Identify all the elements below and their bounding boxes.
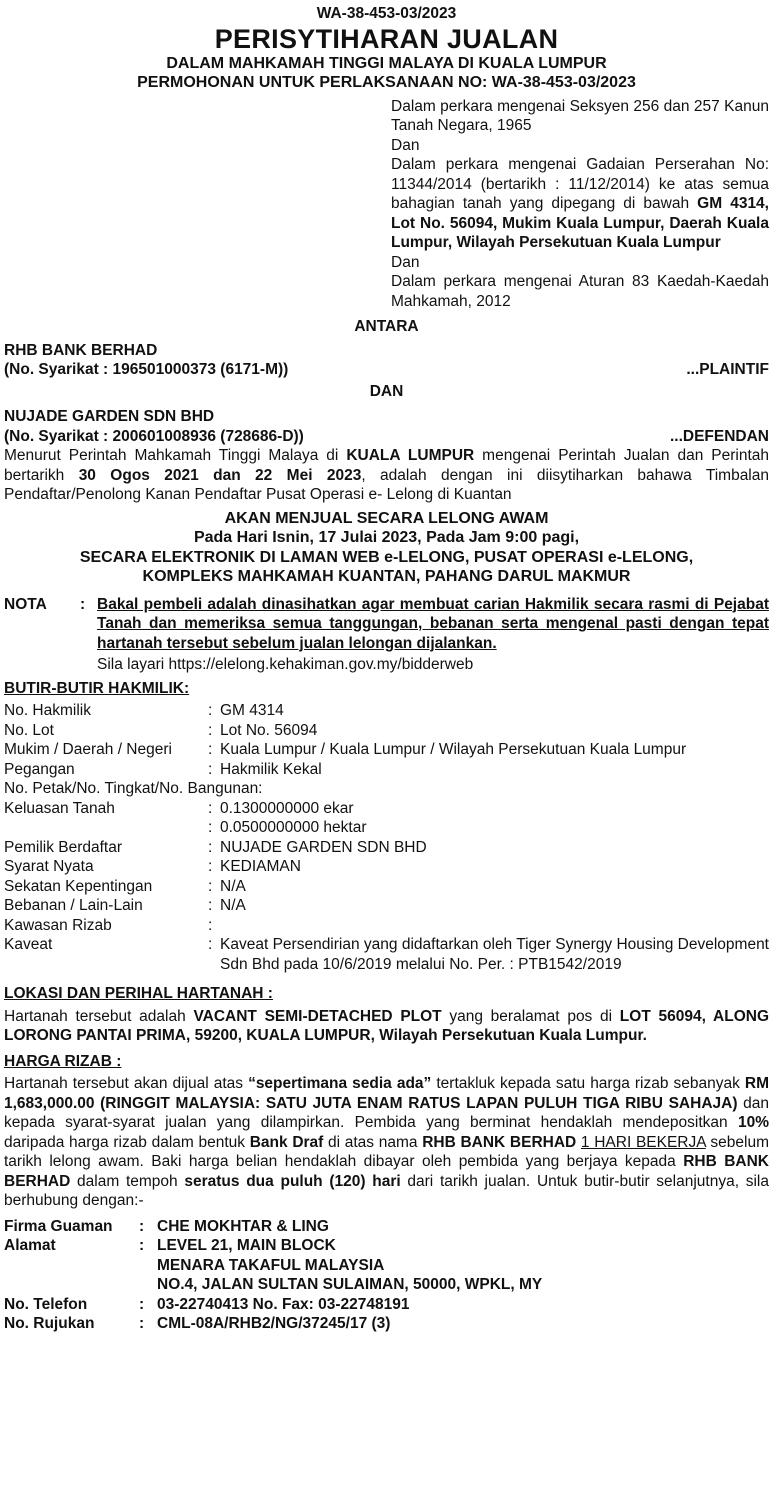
hakmilik-row-colon: : — [208, 936, 213, 953]
harga-as-is: “sepertimana sedia ada” — [248, 1075, 432, 1092]
order-court: KUALA LUMPUR — [346, 447, 475, 464]
hakmilik-row — [4, 877, 769, 897]
hakmilik-row-colon: : — [208, 702, 213, 719]
matter-gadaian — [391, 155, 769, 253]
hakmilik-row-value: 0.0500000000 hektar — [220, 819, 367, 836]
plaintiff-row — [4, 360, 769, 380]
harga-paragraph — [4, 1074, 769, 1211]
defendant-role: ...DEFENDAN — [669, 427, 769, 445]
hakmilik-row-colon: : — [208, 741, 213, 758]
court-line-2: PERMOHONAN UNTUK PERLAKSANAAN NO: WA-38-453-03/2023 — [137, 74, 636, 91]
page-title: PERISYTIHARAN JUALAN — [214, 23, 559, 54]
hakmilik-row-label — [4, 818, 208, 838]
hakmilik-row-colon: : — [208, 721, 213, 739]
order-paragraph — [4, 446, 769, 505]
hakmilik-row-colon: : — [208, 799, 213, 817]
defendant-row — [4, 427, 769, 447]
lokasi-address: LOT 56094, ALONG LORONG PANTAI PRIMA, 59200, KUALA LUMPUR, Wilayah Persekutuan Kuala Lumpur. — [4, 1007, 770, 1044]
hakmilik-row-value — [220, 916, 769, 936]
order-text-3: , adalah dengan ini diisytiharkan bahawa Timbalan Pendaftar/Penolong Kanan Pendaftar Pusat Operasi e- Lelong di Kuantan — [4, 466, 769, 503]
lokasi-text-2: yang beralamat pos di — [441, 1007, 620, 1025]
contact-rujukan-value: CML-08A/RHB2/NG/37245/17 (3) — [157, 1315, 391, 1332]
contact-colon: : — [139, 1217, 145, 1235]
harga-text-3: dan kepada syarat-syarat jualan yang dilampirkan. Pembida yang berminat hendaklah mendepositkan — [4, 1094, 770, 1131]
harga-text-9: dari tarikh jualan. Untuk butir-butir selanjutnya, sila berhubung dengan:- — [4, 1172, 769, 1209]
contact-alamat-line-2: MENARA TAKAFUL MALAYSIA — [157, 1256, 385, 1274]
hakmilik-row-label: No. Lot — [4, 721, 54, 739]
hakmilik-row — [4, 838, 769, 858]
harga-deposit-pct: 10% — [737, 1114, 769, 1131]
hakmilik-row-value: Kuala Lumpur / Kuala Lumpur / Wilayah Persekutuan Kuala Lumpur — [220, 741, 687, 758]
contact-colon: : — [139, 1237, 145, 1254]
harga-bank-name-2: RHB BANK BERHAD — [4, 1153, 769, 1190]
defendant-reg: (No. Syarikat : 200601008936 (728686-D)) — [4, 427, 304, 445]
contact-colon: : — [139, 1295, 145, 1313]
nota-colon: : — [80, 595, 86, 613]
hakmilik-table — [4, 701, 769, 974]
hakmilik-row-label: No. Petak/No. Tingkat/No. Bangunan: — [4, 780, 263, 797]
hakmilik-row-colon: : — [208, 819, 213, 836]
hakmilik-row — [4, 760, 769, 780]
hakmilik-row-colon: : — [208, 916, 213, 934]
auction-date: Pada Hari Isnin, 17 Julai 2023, Pada Jam 9:00 pagi, — [193, 529, 580, 546]
hakmilik-row-label: Sekatan Kepentingan — [4, 877, 153, 895]
contact-alamat-value — [157, 1236, 769, 1295]
order-text-1: Menurut Perintah Mahkamah Tinggi Malaya di — [4, 447, 347, 464]
hakmilik-row-value: Hakmilik Kekal — [220, 760, 322, 778]
harga-bank-draf: Bank Draf — [249, 1133, 324, 1151]
harga-reserve-price: RM 1,683,000.00 (RINGGIT MALAYSIA: SATU JUTA ENAM RATUS LAPAN PULUH TIGA RIBU SAHAJA) — [4, 1075, 770, 1112]
hakmilik-row-colon: : — [208, 897, 213, 914]
contact-block — [4, 1217, 769, 1334]
matter-aturan: Dalam perkara mengenai Aturan 83 Kaedah-Kaedah Mahkamah, 2012 — [391, 273, 769, 310]
case-number: WA-38-453-03/2023 — [316, 5, 457, 22]
hakmilik-row — [4, 740, 769, 760]
plaintiff-role: ...PLAINTIF — [686, 361, 769, 378]
hakmilik-row — [4, 799, 769, 819]
hakmilik-row — [4, 935, 769, 974]
hakmilik-row-label: Syarat Nyata — [4, 858, 94, 875]
hakmilik-row-label: Kawasan Rizab — [4, 916, 112, 934]
nota-text: Bakal pembeli adalah dinasihatkan agar membuat carian Hakmilik secara rasmi di Pejabat Tanah dan memeriksa semua tanggungan, bebanan serta mengenal pasti dengan tepat hartanah tersebut sebelum jualan lelongan dijalankan. — [97, 595, 769, 652]
contact-tel-label: No. Telefon — [4, 1295, 88, 1313]
harga-text-8: dalam tempoh — [70, 1172, 185, 1190]
matter-dan-2: Dan — [391, 253, 420, 271]
nota-label: NOTA — [4, 595, 47, 613]
hakmilik-row-label: Pegangan — [4, 760, 75, 778]
harga-text-7: sebelum tarikh lelong awam. Baki harga belian hendaklah dibayar oleh pembida yang berjaya kepada — [4, 1133, 770, 1170]
lokasi-heading: LOKASI DAN PERIHAL HARTANAH : — [4, 985, 273, 1002]
auction-block — [4, 509, 769, 587]
harga-text-5: di atas nama — [323, 1133, 423, 1151]
hakmilik-row-value: N/A — [220, 877, 246, 895]
auction-line-3: SECARA ELEKTRONIK DI LAMAN WEB e-LELONG, PUSAT OPERASI e-LELONG, — [79, 548, 694, 566]
harga-heading: HARGA RIZAB : — [4, 1052, 122, 1070]
harga-bank-name-1: RHB BANK BERHAD — [422, 1133, 577, 1151]
harga-text-1: Hartanah tersebut akan dijual atas — [4, 1075, 249, 1092]
hakmilik-row-colon: : — [208, 858, 213, 875]
plaintiff-reg: (No. Syarikat : 196501000373 (6171-M)) — [4, 361, 289, 378]
hakmilik-row-label: Mukim / Daerah / Negeri — [4, 741, 172, 758]
matter-dan-1: Dan — [391, 136, 420, 154]
matter-block — [391, 97, 769, 312]
hakmilik-heading: BUTIR-BUTIR HAKMILIK: — [4, 679, 190, 697]
hakmilik-row-value: 0.1300000000 ekar — [220, 799, 354, 817]
contact-rujukan-label: No. Rujukan — [4, 1315, 95, 1332]
hakmilik-row — [4, 818, 769, 838]
contact-tel-value: 03-22740413 No. Fax: 03-22748191 — [157, 1295, 410, 1313]
hakmilik-row-label: Bebanan / Lain-Lain — [4, 897, 143, 914]
hakmilik-row — [4, 779, 769, 799]
contact-alamat-row — [4, 1236, 769, 1295]
harga-hari-bekerja: 1 HARI BEKERJA — [580, 1133, 706, 1151]
plaintiff-name: RHB BANK BERHAD — [4, 341, 158, 359]
matter-gadaian-text: Dalam perkara mengenai Gadaian Perserahan No: 11344/2014 (bertarikh : 11/12/2014) ke atas semua bahagian tanah yang dipegang di bawah — [391, 156, 769, 212]
hakmilik-row — [4, 916, 769, 936]
hakmilik-row — [4, 857, 769, 877]
lokasi-paragraph — [4, 1007, 769, 1046]
hakmilik-row-value: N/A — [220, 897, 246, 914]
defendant-name: NUJADE GARDEN SDN BHD — [4, 408, 215, 425]
hakmilik-row-value: NUJADE GARDEN SDN BHD — [220, 838, 427, 856]
lokasi-text-1: Hartanah tersebut adalah — [4, 1007, 194, 1025]
contact-colon: : — [139, 1315, 145, 1332]
hakmilik-row-label: Kaveat — [4, 936, 53, 953]
order-dates: 30 Ogos 2021 dan 22 Mei 2023 — [78, 466, 362, 484]
nota-body — [97, 595, 769, 675]
hakmilik-row-colon: : — [208, 877, 213, 895]
lokasi-type: VACANT SEMI-DETACHED PLOT — [193, 1007, 442, 1025]
hakmilik-row-colon: : — [208, 838, 213, 856]
harga-text-4: daripada harga rizab dalam bentuk — [4, 1133, 250, 1151]
hakmilik-row-value: KEDIAMAN — [220, 858, 301, 875]
harga-text-2: tertakluk kepada satu harga rizab sebanyak — [431, 1075, 745, 1092]
harga-period: seratus dua puluh (120) hari — [184, 1172, 401, 1190]
contact-rujukan-row — [4, 1314, 769, 1334]
hakmilik-row — [4, 721, 769, 741]
hakmilik-row-value: Kaveat Persendirian yang didaftarkan oleh Tiger Synergy Housing Development Sdn Bhd pada 10/6/2019 melalui No. Per. : PTB1542/2019 — [220, 936, 769, 973]
hakmilik-row-label: No. Hakmilik — [4, 702, 91, 719]
hakmilik-row-colon: : — [208, 760, 213, 778]
bidder-web-link[interactable]: Sila layari https://elelong.kehakiman.gov.my/bidderweb — [97, 656, 474, 673]
hakmilik-row — [4, 701, 769, 721]
antara-label: ANTARA — [354, 318, 419, 335]
hakmilik-row-value: GM 4314 — [220, 702, 284, 719]
matter-gadaian-title: GM 4314, Lot No. 56094, Mukim Kuala Lumpur, Daerah Kuala Lumpur, Wilayah Persekutuan Kuala Lumpur — [391, 195, 769, 251]
contact-firma-row — [4, 1217, 769, 1237]
hakmilik-row-label: Pemilik Berdaftar — [4, 838, 123, 856]
contact-alamat-line-1: LEVEL 21, MAIN BLOCK — [157, 1237, 336, 1254]
hakmilik-row-value: Lot No. 56094 — [220, 721, 318, 739]
contact-firma-label: Firma Guaman — [4, 1217, 113, 1235]
court-line-1: DALAM MAHKAMAH TINGGI MALAYA DI KUALA LUMPUR — [166, 54, 607, 72]
hakmilik-row-label: Keluasan Tanah — [4, 799, 115, 817]
nota-block — [4, 595, 769, 675]
contact-alamat-line-3: NO.4, JALAN SULTAN SULAIMAN, 50000, WPKL, MY — [157, 1276, 543, 1293]
auction-line-1: AKAN MENJUAL SECARA LELONG AWAM — [224, 509, 549, 527]
auction-line-4: KOMPLEKS MAHKAMAH KUANTAN, PAHANG DARUL MAKMUR — [142, 568, 631, 585]
dan-label: DAN — [369, 382, 404, 400]
contact-firma-value: CHE MOKHTAR & LING — [157, 1217, 329, 1235]
hakmilik-row — [4, 896, 769, 916]
contact-alamat-label: Alamat — [4, 1237, 56, 1254]
matter-seksyen: Dalam perkara mengenai Seksyen 256 dan 257 Kanun Tanah Negara, 1965 — [391, 97, 769, 134]
contact-tel-row — [4, 1295, 769, 1315]
order-text-2: mengenai Perintah Jualan dan Perintah bertarikh — [4, 447, 770, 484]
